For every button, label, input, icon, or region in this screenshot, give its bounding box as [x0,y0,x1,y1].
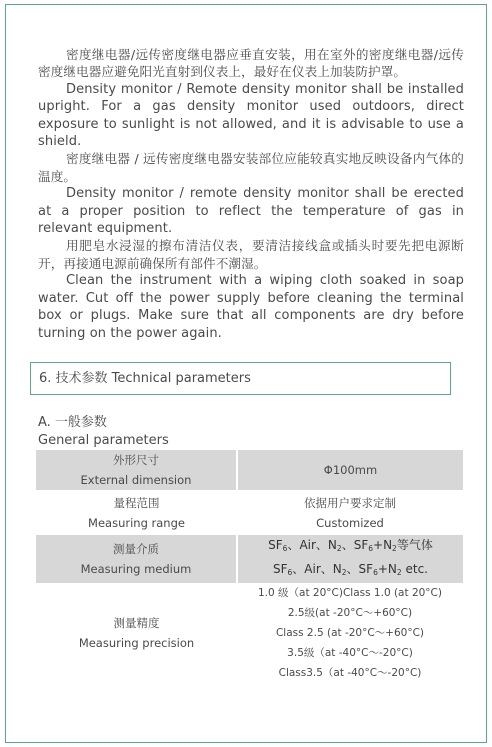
precision-line: 1.0 级（at 20°C)Class 1.0 (at 20°C) [258,587,442,599]
table-row [36,450,463,490]
precision-line: Class 2.5 (at -20°C～+60°C) [275,627,425,639]
medium-text: etc. [401,562,428,576]
medium-text: 、SF [346,562,374,576]
parameters-table [36,450,463,683]
param-value: Φ100mm [323,463,378,477]
table-row [36,490,463,535]
param-name-zh: 测量介质 [113,542,159,556]
paragraph-zh: 密度继电器/远传密度继电器应垂直安装，用在室外的密度继电器/远传密度继电器应避免阳光直射到仪表上，最好在仪表上加装防护罩。 [38,47,464,80]
param-value-zh: 依据用户要求定制 [304,495,396,510]
precision-line: 2.5级(at -20°C～+60°C) [287,607,413,619]
subscript: 2 [341,568,347,577]
subsection-label-en: General parameters [38,433,169,448]
subscript: 6 [287,568,293,577]
section-heading: 6. 技术参数 Technical parameters [30,362,451,395]
medium-text: +N [373,538,393,552]
table-row [36,535,463,583]
subsection-label-zh: A. 一般参数 [38,415,107,430]
medium-text: 等气体 [396,538,433,552]
subscript: 6 [282,544,288,553]
paragraph-zh: 用肥皂水浸湿的擦布清洁仪表，要清洁接线盒或插头时要先把电源断开，再接通电源前确保所有部件不潮湿。 [38,238,464,271]
paragraph-en: Density monitor / remote density monitor shall be erected at a proper position to reflect the temperature of gas in relevant equipment. [38,186,464,237]
paragraph-block [38,46,464,342]
param-name-zh: 外形尺寸 [113,453,159,467]
subsection-heading [38,414,169,450]
precision-line: Class3.5（at -40°C～-20°C) [278,667,422,679]
subscript: 2 [396,568,402,577]
param-name-cell [36,535,237,583]
param-name-en: External dimension [80,473,192,487]
param-name-cell [36,490,237,535]
paragraph-zh: 密度继电器 / 远传密度继电器安装部位应能较真实地反映设备内气体的温度。 [38,151,464,184]
param-value-cell [237,535,463,583]
param-name-zh: 量程范围 [113,495,160,510]
param-value-cell [237,450,463,490]
param-name-en: Measuring medium [80,562,192,576]
medium-text: 、Air、N [287,538,337,552]
param-name-cell [36,583,237,683]
paragraph-en: Clean the instrument with a wiping cloth soaked in soap water. Cut off the power supply before cleaning the terminal box or plugs. Make sure that all components are dry before turning on the power again. [38,273,464,341]
param-name-cell [36,450,237,490]
param-value-en: Customized [316,515,384,530]
subscript: 2 [392,544,397,553]
table-row [36,583,463,683]
medium-text: SF [268,538,283,552]
medium-text: 、Air、N [292,562,342,576]
param-name-zh: 测量精度 [113,616,160,630]
medium-text: 、SF [341,538,369,552]
medium-text: SF [272,562,288,576]
subscript: 6 [368,544,374,553]
medium-line-en [238,559,463,583]
param-name-en: Measuring range [88,515,185,530]
medium-line-zh [238,535,463,559]
precision-line: 3.5级（at -40°C～-20°C) [287,647,413,659]
param-value-cell [237,490,463,535]
param-value-cell [237,583,463,683]
paragraph-en: Density monitor / Remote density monitor shall be installed upright. For a gas density monitor used outdoors, direct exposure to sunlight is not allowed, and it is advisable to use a shield. [38,81,464,150]
param-name-en: Measuring precision [78,636,195,650]
subscript: 2 [336,544,342,553]
medium-text: +N [377,562,397,576]
subscript: 6 [373,568,378,577]
